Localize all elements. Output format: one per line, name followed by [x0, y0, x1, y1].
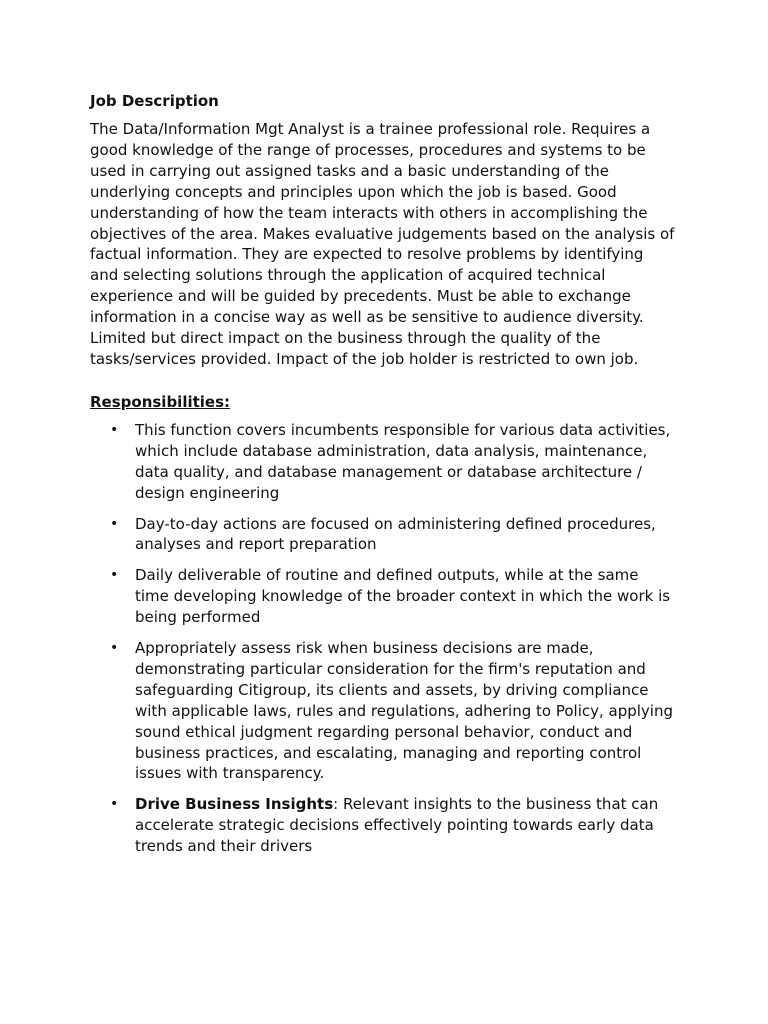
list-item-line: which include database administration, data analysis, maintenance,: [135, 441, 648, 460]
bullet-icon: •: [110, 421, 119, 438]
job-description-heading: Job Description: [90, 92, 219, 110]
job-description-paragraph: [90, 119, 690, 370]
list-item: [90, 565, 690, 628]
paragraph-line: used in carrying out assigned tasks and a basic understanding of the: [90, 161, 609, 180]
list-item: [90, 420, 690, 504]
list-item-line: analyses and report preparation: [135, 535, 377, 554]
list-item: [90, 638, 690, 784]
list-item-line: with applicable laws, rules and regulations, adhering to Policy, applying: [135, 701, 674, 720]
bullet-icon: •: [110, 567, 119, 584]
list-item-line: Day-to-day actions are focused on administering defined procedures,: [135, 514, 656, 533]
responsibilities-list: [90, 420, 690, 857]
list-item: [90, 794, 690, 857]
paragraph-line: objectives of the area. Makes evaluative judgements based on the analysis of: [90, 224, 675, 243]
list-item-line: accelerate strategic decisions effectively pointing towards early data: [135, 816, 654, 835]
list-item-line: business practices, and escalating, managing and reporting control: [135, 743, 642, 762]
list-item-line: data quality, and database management or database architecture /: [135, 462, 642, 481]
paragraph-line: underlying concepts and principles upon which the job is based. Good: [90, 182, 617, 201]
list-item-line: issues with transparency.: [135, 764, 325, 783]
list-item-line: design engineering: [135, 483, 280, 502]
paragraph-line: The Data/Information Mgt Analyst is a trainee professional role. Requires a: [90, 120, 651, 138]
list-item-line: This function covers incumbents responsible for various data activities,: [135, 420, 671, 439]
paragraph-line: information in a concise way as well as be sensitive to audience diversity.: [90, 308, 644, 327]
bold-lead-text: Drive Business Insights: [135, 795, 334, 814]
bullet-icon: •: [110, 640, 119, 657]
paragraph-line: Limited but direct impact on the business through the quality of the: [90, 329, 601, 348]
list-item-line: Appropriately assess risk when business decisions are made,: [135, 639, 594, 658]
responsibilities-heading: Responsibilities:: [90, 392, 231, 411]
paragraph-line: factual information. They are expected to resolve problems by identifying: [90, 245, 644, 264]
list-item-text: : Relevant insights to the business that can: [333, 795, 659, 814]
list-item-line: safeguarding Citigroup, its clients and assets, by driving compliance: [135, 680, 649, 699]
list-item-line: Daily deliverable of routine and defined outputs, while at the same: [135, 566, 639, 585]
paragraph-line: understanding of how the team interacts with others in accomplishing the: [90, 203, 648, 222]
list-item-line: time developing knowledge of the broader context in which the work is: [135, 587, 671, 606]
list-item-line: sound ethical judgment regarding personal behavior, conduct and: [135, 722, 633, 741]
bullet-icon: •: [110, 796, 119, 813]
document-page: [90, 88, 690, 867]
list-item-line: trends and their drivers: [135, 837, 313, 856]
paragraph-line: experience and will be guided by precedents. Must be able to exchange: [90, 287, 631, 306]
list-item: [90, 514, 690, 556]
bullet-icon: •: [110, 515, 119, 532]
list-item-line: demonstrating particular consideration for the firm's reputation and: [135, 659, 646, 678]
list-item-line: [135, 794, 690, 815]
paragraph-line: tasks/services provided. Impact of the job holder is restricted to own job.: [90, 349, 639, 368]
list-item-line: being performed: [135, 608, 261, 627]
paragraph-line: good knowledge of the range of processes, procedures and systems to be: [90, 140, 646, 159]
paragraph-line: and selecting solutions through the application of acquired technical: [90, 266, 606, 285]
